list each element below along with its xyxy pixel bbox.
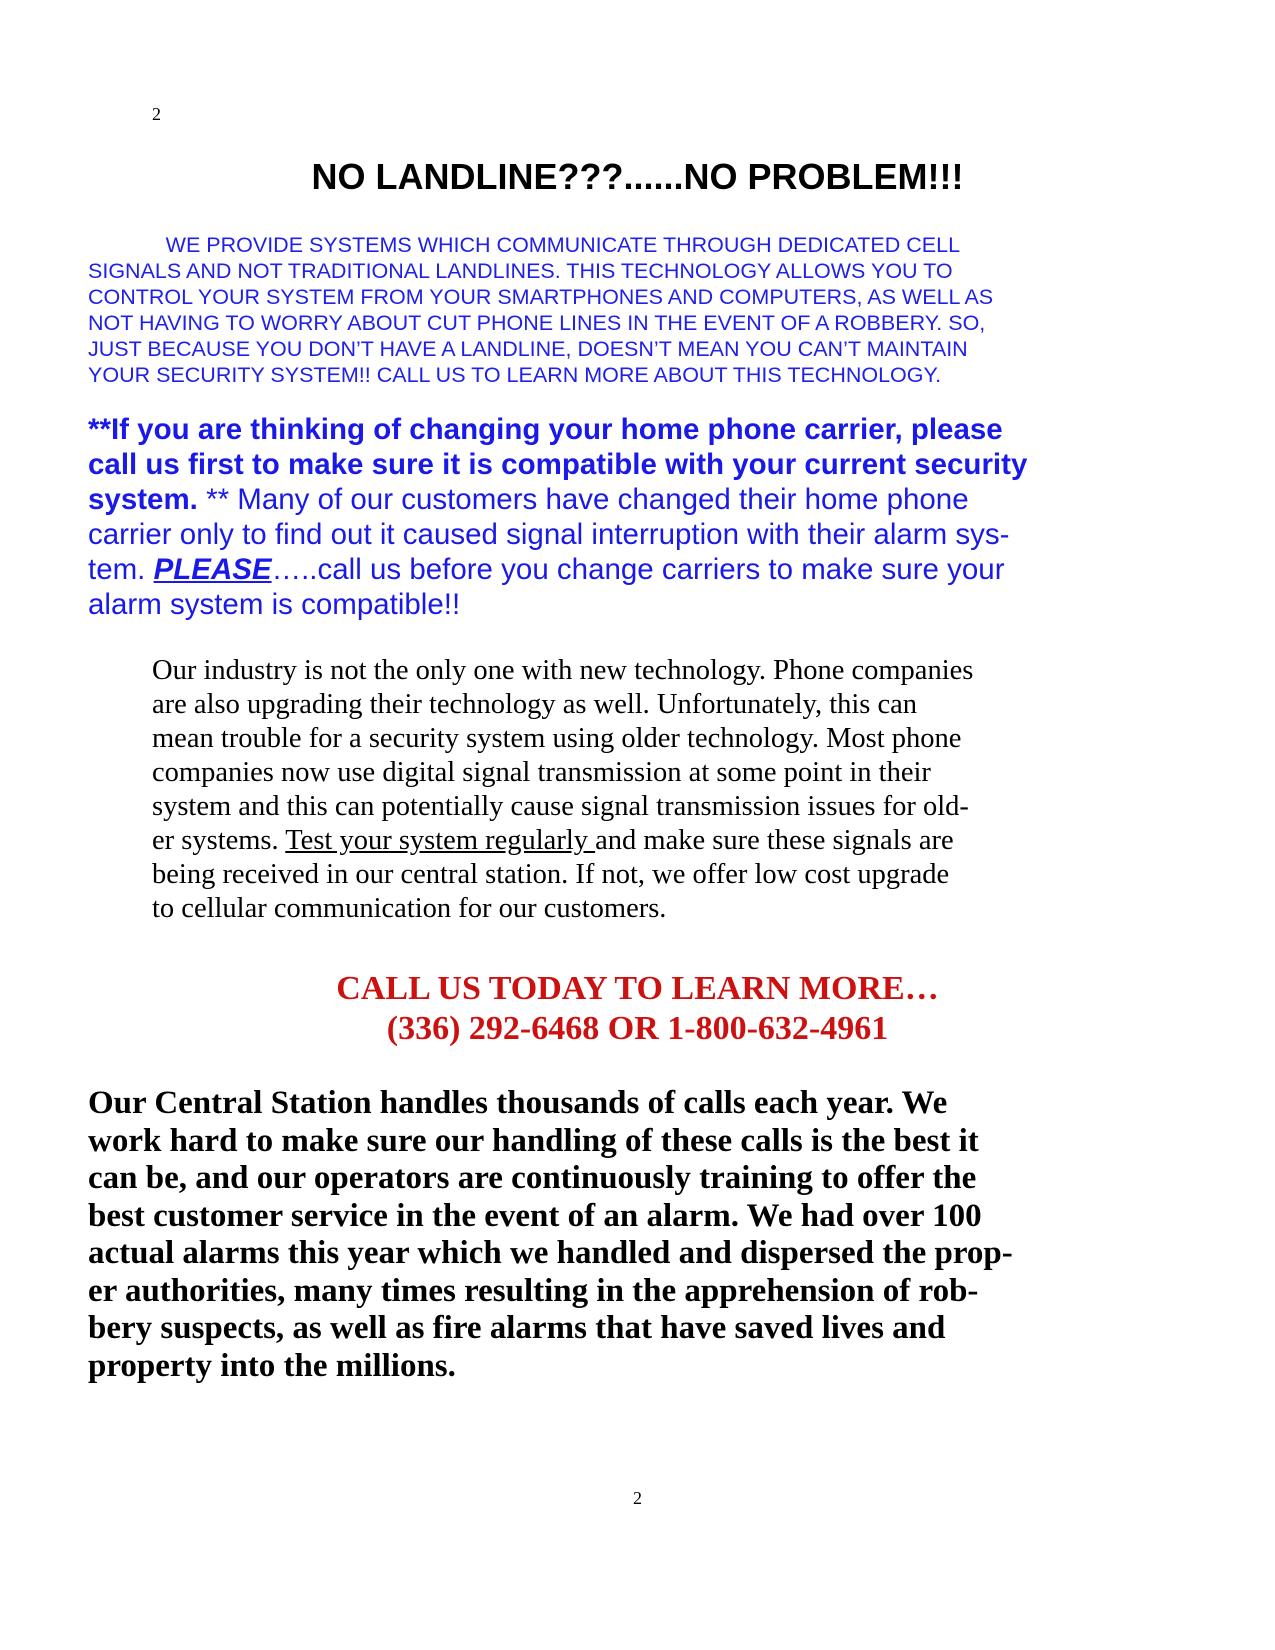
central-station-line: work hard to make sure our handling of these calls is the best it	[88, 1122, 979, 1159]
page-number-top: 2	[152, 104, 161, 124]
please-emphasis: PLEASE	[153, 553, 272, 586]
industry-line: Our industry is not the only one with new technology. Phone companies	[152, 655, 974, 686]
intro-line: JUST BECAUSE YOU DON’T HAVE A LANDLINE, DOESN’T MEAN YOU CAN’T MAINTAIN	[88, 337, 968, 361]
notice-line: **If you are thinking of changing your home phone carrier, please	[88, 413, 1003, 446]
industry-paragraph	[152, 654, 1112, 926]
central-station-line: Our Central Station handles thousands of calls each year. We	[88, 1085, 948, 1121]
carrier-notice-paragraph	[88, 412, 1188, 622]
central-station-line: property into the millions.	[88, 1347, 456, 1384]
central-station-line: bery suspects, as well as fire alarms that have saved lives and	[88, 1310, 946, 1346]
industry-line: to cellular communication for our customers.	[152, 893, 667, 924]
call-to-action	[0, 969, 1275, 1049]
industry-line: being received in our central station. If not, we offer low cost upgrade	[152, 859, 950, 890]
intro-line: YOUR SECURITY SYSTEM!! CALL US TO LEARN MORE ABOUT THIS TECHNOLOGY.	[88, 363, 942, 387]
intro-line: CONTROL YOUR SYSTEM FROM YOUR SMARTPHONES AND COMPUTERS, AS WELL AS	[88, 285, 994, 309]
industry-line	[152, 824, 1112, 858]
notice-line: alarm system is compatible!!	[88, 588, 461, 621]
test-system-underlined-text: Test your system regularly	[285, 825, 596, 856]
intro-line: NOT HAVING TO WORRY ABOUT CUT PHONE LINES IN THE EVENT OF A ROBBERY. SO,	[88, 311, 986, 335]
central-station-line: er authorities, many times resulting in the apprehension of rob-	[88, 1272, 979, 1309]
industry-line: are also upgrading their technology as well. Unfortunately, this can	[152, 689, 918, 720]
central-station-line: actual alarms this year which we handled and dispersed the prop-	[88, 1235, 1013, 1271]
notice-text: …..call us before you change carriers to make sure your	[271, 553, 1005, 586]
notice-line	[88, 482, 1188, 517]
cta-phone-numbers: (336) 292-6468 OR 1-800-632-4961	[386, 1010, 889, 1047]
industry-line: mean trouble for a security system using older technology. Most phone	[152, 723, 962, 754]
notice-line: call us first to make sure it is compatible with your current security	[88, 448, 1028, 481]
notice-line	[88, 552, 1188, 587]
central-station-paragraph	[88, 1085, 1118, 1385]
page-number-bottom: 2	[633, 1488, 642, 1508]
industry-text: er systems.	[152, 825, 286, 856]
central-station-line: can be, and our operators are continuously training to offer the	[88, 1160, 977, 1196]
industry-text: and make sure these signals are	[595, 825, 954, 856]
page-title: NO LANDLINE???......NO PROBLEM!!!	[311, 156, 964, 197]
central-station-line: best customer service in the event of an alarm. We had over 100	[88, 1197, 982, 1234]
notice-line: carrier only to find out it caused signal interruption with their alarm sys-	[88, 518, 1010, 551]
notice-text: ** Many of our customers have changed their home phone	[197, 483, 969, 516]
intro-line: WE PROVIDE SYSTEMS WHICH COMMUNICATE THROUGH DEDICATED CELL	[88, 233, 961, 257]
intro-paragraph	[88, 232, 1188, 388]
notice-text: tem.	[88, 553, 154, 586]
intro-line: SIGNALS AND NOT TRADITIONAL LANDLINES. THIS TECHNOLOGY ALLOWS YOU TO	[88, 259, 953, 283]
industry-line: system and this can potentially cause signal transmission issues for old-	[152, 791, 969, 822]
cta-heading: CALL US TODAY TO LEARN MORE…	[336, 970, 939, 1007]
industry-line: companies now use digital signal transmission at some point in their	[152, 757, 931, 788]
notice-bold-text: system.	[88, 483, 198, 516]
